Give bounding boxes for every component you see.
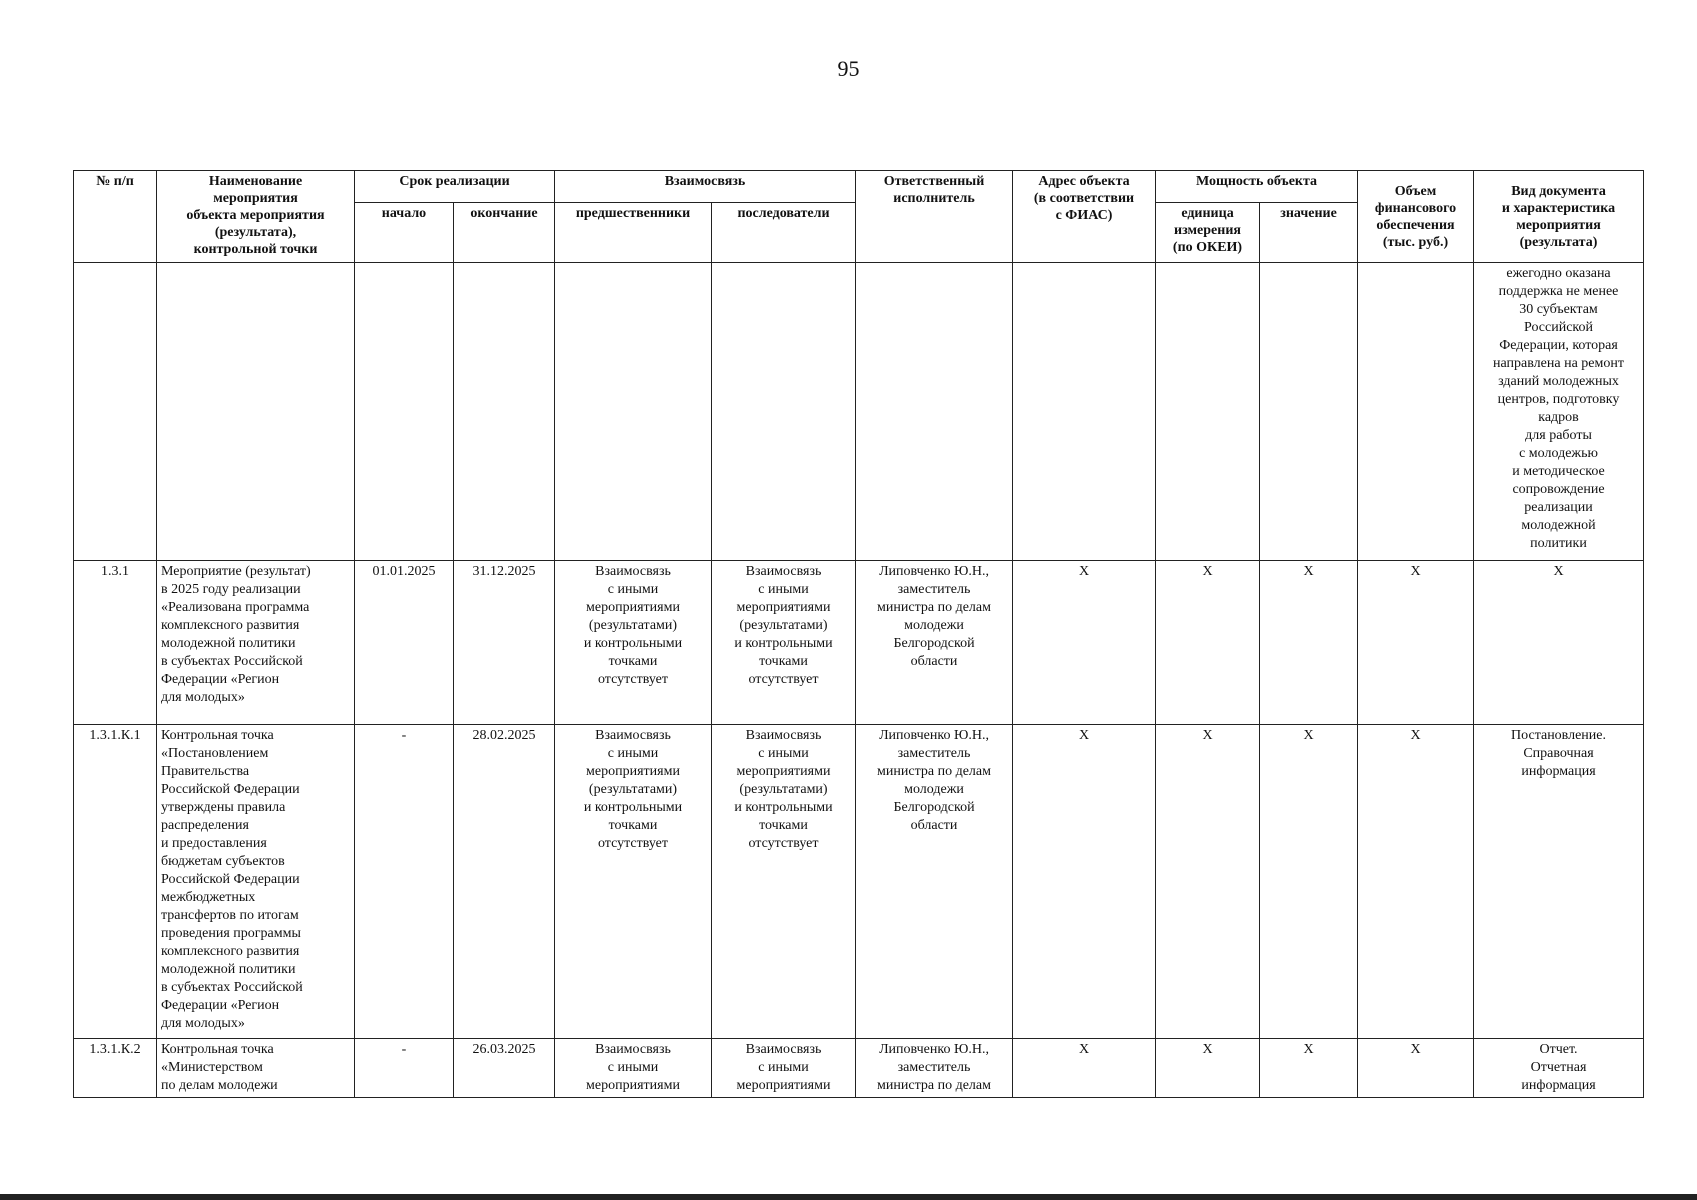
- cell-start: 01.01.2025: [355, 561, 454, 725]
- cell-start: -: [355, 1039, 454, 1098]
- header-name: Наименование мероприятия объекта мероприятия (результата), контрольной точки: [157, 171, 355, 263]
- header-link: Взаимосвязь: [555, 171, 856, 203]
- header-capacity: Мощность объекта: [1156, 171, 1358, 203]
- header-predecessors: предшественники: [555, 203, 712, 263]
- cell-predecessors: Взаимосвязь с иными мероприятиями (результатами) и контрольными точками отсутствует: [555, 561, 712, 725]
- header-num: № п/п: [74, 171, 157, 263]
- cell-executor: [856, 263, 1013, 561]
- header-doc-type: Вид документа и характеристика мероприятия (результата): [1474, 171, 1644, 263]
- cell-end: 28.02.2025: [454, 725, 555, 1039]
- cell-unit: X: [1156, 725, 1260, 1039]
- cell-finance: X: [1358, 561, 1474, 725]
- cell-successors: Взаимосвязь с иными мероприятиями: [712, 1039, 856, 1098]
- cell-address: X: [1013, 725, 1156, 1039]
- cell-value: X: [1260, 561, 1358, 725]
- cell-doc: ежегодно оказана поддержка не менее 30 субъектам Российской Федерации, которая направлена на ремонт зданий молодежных центров, подготовку кадров для работы с молодежью и методическое сопровождение реализации молодежной политики: [1474, 263, 1644, 561]
- cell-name: Мероприятие (результат) в 2025 году реализации «Реализована программа комплексного развития молодежной политики в субъектах Российской Федерации «Регион для молодых»: [157, 561, 355, 725]
- cell-doc: X: [1474, 561, 1644, 725]
- cell-address: X: [1013, 561, 1156, 725]
- page-number: 95: [837, 56, 860, 81]
- cell-predecessors: Взаимосвязь с иными мероприятиями (результатами) и контрольными точками отсутствует: [555, 725, 712, 1039]
- cell-address: X: [1013, 1039, 1156, 1098]
- cell-value: [1260, 263, 1358, 561]
- cell-num: [74, 263, 157, 561]
- cell-end: 31.12.2025: [454, 561, 555, 725]
- header-start: начало: [355, 203, 454, 263]
- cell-finance: X: [1358, 1039, 1474, 1098]
- cell-doc: Постановление. Справочная информация: [1474, 725, 1644, 1039]
- cell-unit: X: [1156, 1039, 1260, 1098]
- cell-address: [1013, 263, 1156, 561]
- cell-executor: Липовченко Ю.Н., заместитель министра по делам молодежи Белгородской области: [856, 725, 1013, 1039]
- header-successors: последователи: [712, 203, 856, 263]
- header-value: значение: [1260, 203, 1358, 263]
- cell-num: 1.3.1.К.1: [74, 725, 157, 1039]
- cell-name: Контрольная точка «Постановлением Правительства Российской Федерации утверждены правила распределения и предоставления бюджетам субъектов Российской Федерации межбюджетных трансфертов по итогам проведения программы комплексного развития молодежной политики в субъектах Российской Федерации «Регион для молодых»: [157, 725, 355, 1039]
- cell-unit: X: [1156, 561, 1260, 725]
- header-period: Срок реализации: [355, 171, 555, 203]
- cell-num: 1.3.1.К.2: [74, 1039, 157, 1098]
- header-unit: единица измерения (по ОКЕИ): [1156, 203, 1260, 263]
- cell-num: 1.3.1: [74, 561, 157, 725]
- cell-successors: Взаимосвязь с иными мероприятиями (результатами) и контрольными точками отсутствует: [712, 725, 856, 1039]
- header-end: окончание: [454, 203, 555, 263]
- table-row: [74, 1039, 1644, 1098]
- header-address: Адрес объекта (в соответствии с ФИАС): [1013, 171, 1156, 263]
- header-executor: Ответственный исполнитель: [856, 171, 1013, 263]
- scan-bottom-edge: [0, 1194, 1697, 1200]
- cell-name: Контрольная точка «Министерством по делам молодежи: [157, 1039, 355, 1098]
- table-row: [74, 725, 1644, 1039]
- plan-table: [73, 170, 1644, 1098]
- cell-finance: X: [1358, 725, 1474, 1039]
- cell-finance: [1358, 263, 1474, 561]
- table-row: [74, 561, 1644, 725]
- cell-name: [157, 263, 355, 561]
- table-header: [74, 171, 1644, 263]
- cell-start: [355, 263, 454, 561]
- cell-doc: Отчет. Отчетная информация: [1474, 1039, 1644, 1098]
- cell-unit: [1156, 263, 1260, 561]
- cell-value: X: [1260, 725, 1358, 1039]
- cell-end: 26.03.2025: [454, 1039, 555, 1098]
- header-finance: Объем финансового обеспечения (тыс. руб.): [1358, 171, 1474, 263]
- cell-value: X: [1260, 1039, 1358, 1098]
- cell-successors: [712, 263, 856, 561]
- cell-end: [454, 263, 555, 561]
- table-row: [74, 263, 1644, 561]
- cell-executor: Липовченко Ю.Н., заместитель министра по делам молодежи Белгородской области: [856, 561, 1013, 725]
- cell-start: -: [355, 725, 454, 1039]
- cell-predecessors: [555, 263, 712, 561]
- cell-executor: Липовченко Ю.Н., заместитель министра по делам: [856, 1039, 1013, 1098]
- cell-predecessors: Взаимосвязь с иными мероприятиями: [555, 1039, 712, 1098]
- cell-successors: Взаимосвязь с иными мероприятиями (результатами) и контрольными точками отсутствует: [712, 561, 856, 725]
